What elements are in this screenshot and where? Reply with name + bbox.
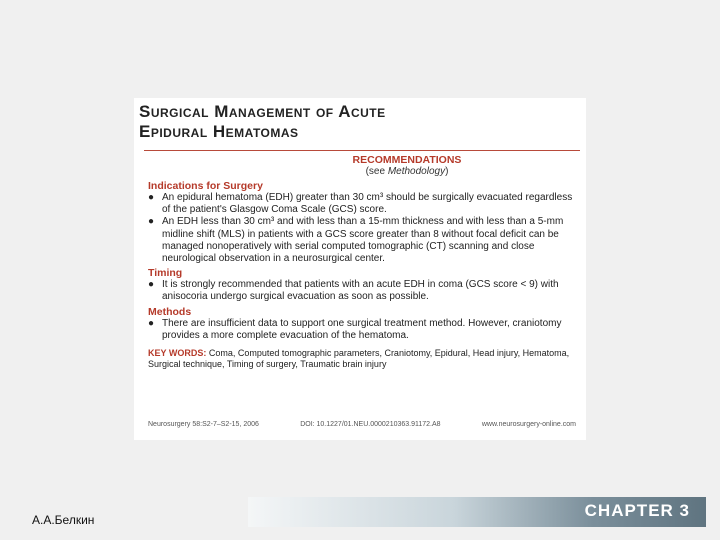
bullet-text: There are insufficient data to support one surgical treatment method. However, craniotomy provides a more complete evacuation of the hematoma. (162, 317, 562, 341)
title-divider (144, 150, 580, 151)
bullet-indications-2 (148, 216, 580, 265)
bullet-dot: ● (148, 192, 155, 203)
document-footer (148, 421, 576, 428)
chapter-label: CHAPTER 3 (584, 501, 690, 520)
bullet-dot: ● (148, 317, 155, 329)
bullet-text: An epidural hematoma (EDH) greater than 30 cm³ should be surgically evacuated regardless of the patient's Glasgow Coma Scale (GCS) score. (162, 192, 573, 216)
bullet-text: An EDH less than 30 cm³ and with less than a 15-mm thickness and with less than a 5-mm midline shift (MLS) in patients with a GCS score greater than 8 without focal deficit can be managed nonoperatively with serial computed tomographic (CT) scanning and close neurological observation in a neurosurgical center. (162, 216, 564, 265)
bullet-indications-1 (148, 192, 580, 216)
section-heading-methods: Methods (148, 305, 192, 318)
bullet-text: It is strongly recommended that patients with an acute EDH in coma (GCS score < 9) with anisocoria undergo surgical evacuation as soon as possible. (162, 279, 559, 303)
keywords-label: KEY WORDS: (148, 348, 207, 359)
bullet-timing-1 (148, 279, 580, 303)
bullet-dot: ● (148, 216, 155, 228)
doi: DOI: 10.1227/01.NEU.0000210363.91172.A8 (300, 421, 441, 428)
document-title (139, 102, 580, 142)
keywords-text: Coma, Computed tomographic parameters, Craniotomy, Epidural, Head injury, Hematoma, Surgical technique, Timing of surgery, Traumatic brain injury (148, 348, 570, 370)
bullet-methods-1 (148, 318, 580, 342)
author-name: А.А.Белкин (32, 513, 95, 527)
section-heading-timing: Timing (148, 267, 183, 280)
see-prefix: (see (365, 166, 388, 177)
methodology-link: Methodology (387, 166, 446, 177)
recommendations-heading: RECOMMENDATIONS (352, 154, 462, 166)
section-heading-indications: Indications for Surgery (148, 180, 263, 192)
document-page (134, 98, 586, 440)
title-line-2: Epidural Hematomas (139, 122, 299, 141)
title-line-1: Surgical Management of Acute (139, 102, 386, 121)
website: www.neurosurgery-online.com (481, 421, 576, 428)
bullet-dot: ● (148, 279, 155, 291)
methodology-reference (234, 166, 580, 178)
citation: Neurosurgery 58:S2-7–S2-15, 2006 (148, 421, 259, 428)
keywords (148, 348, 580, 370)
chapter-banner (248, 497, 706, 527)
see-suffix: ) (445, 166, 449, 177)
